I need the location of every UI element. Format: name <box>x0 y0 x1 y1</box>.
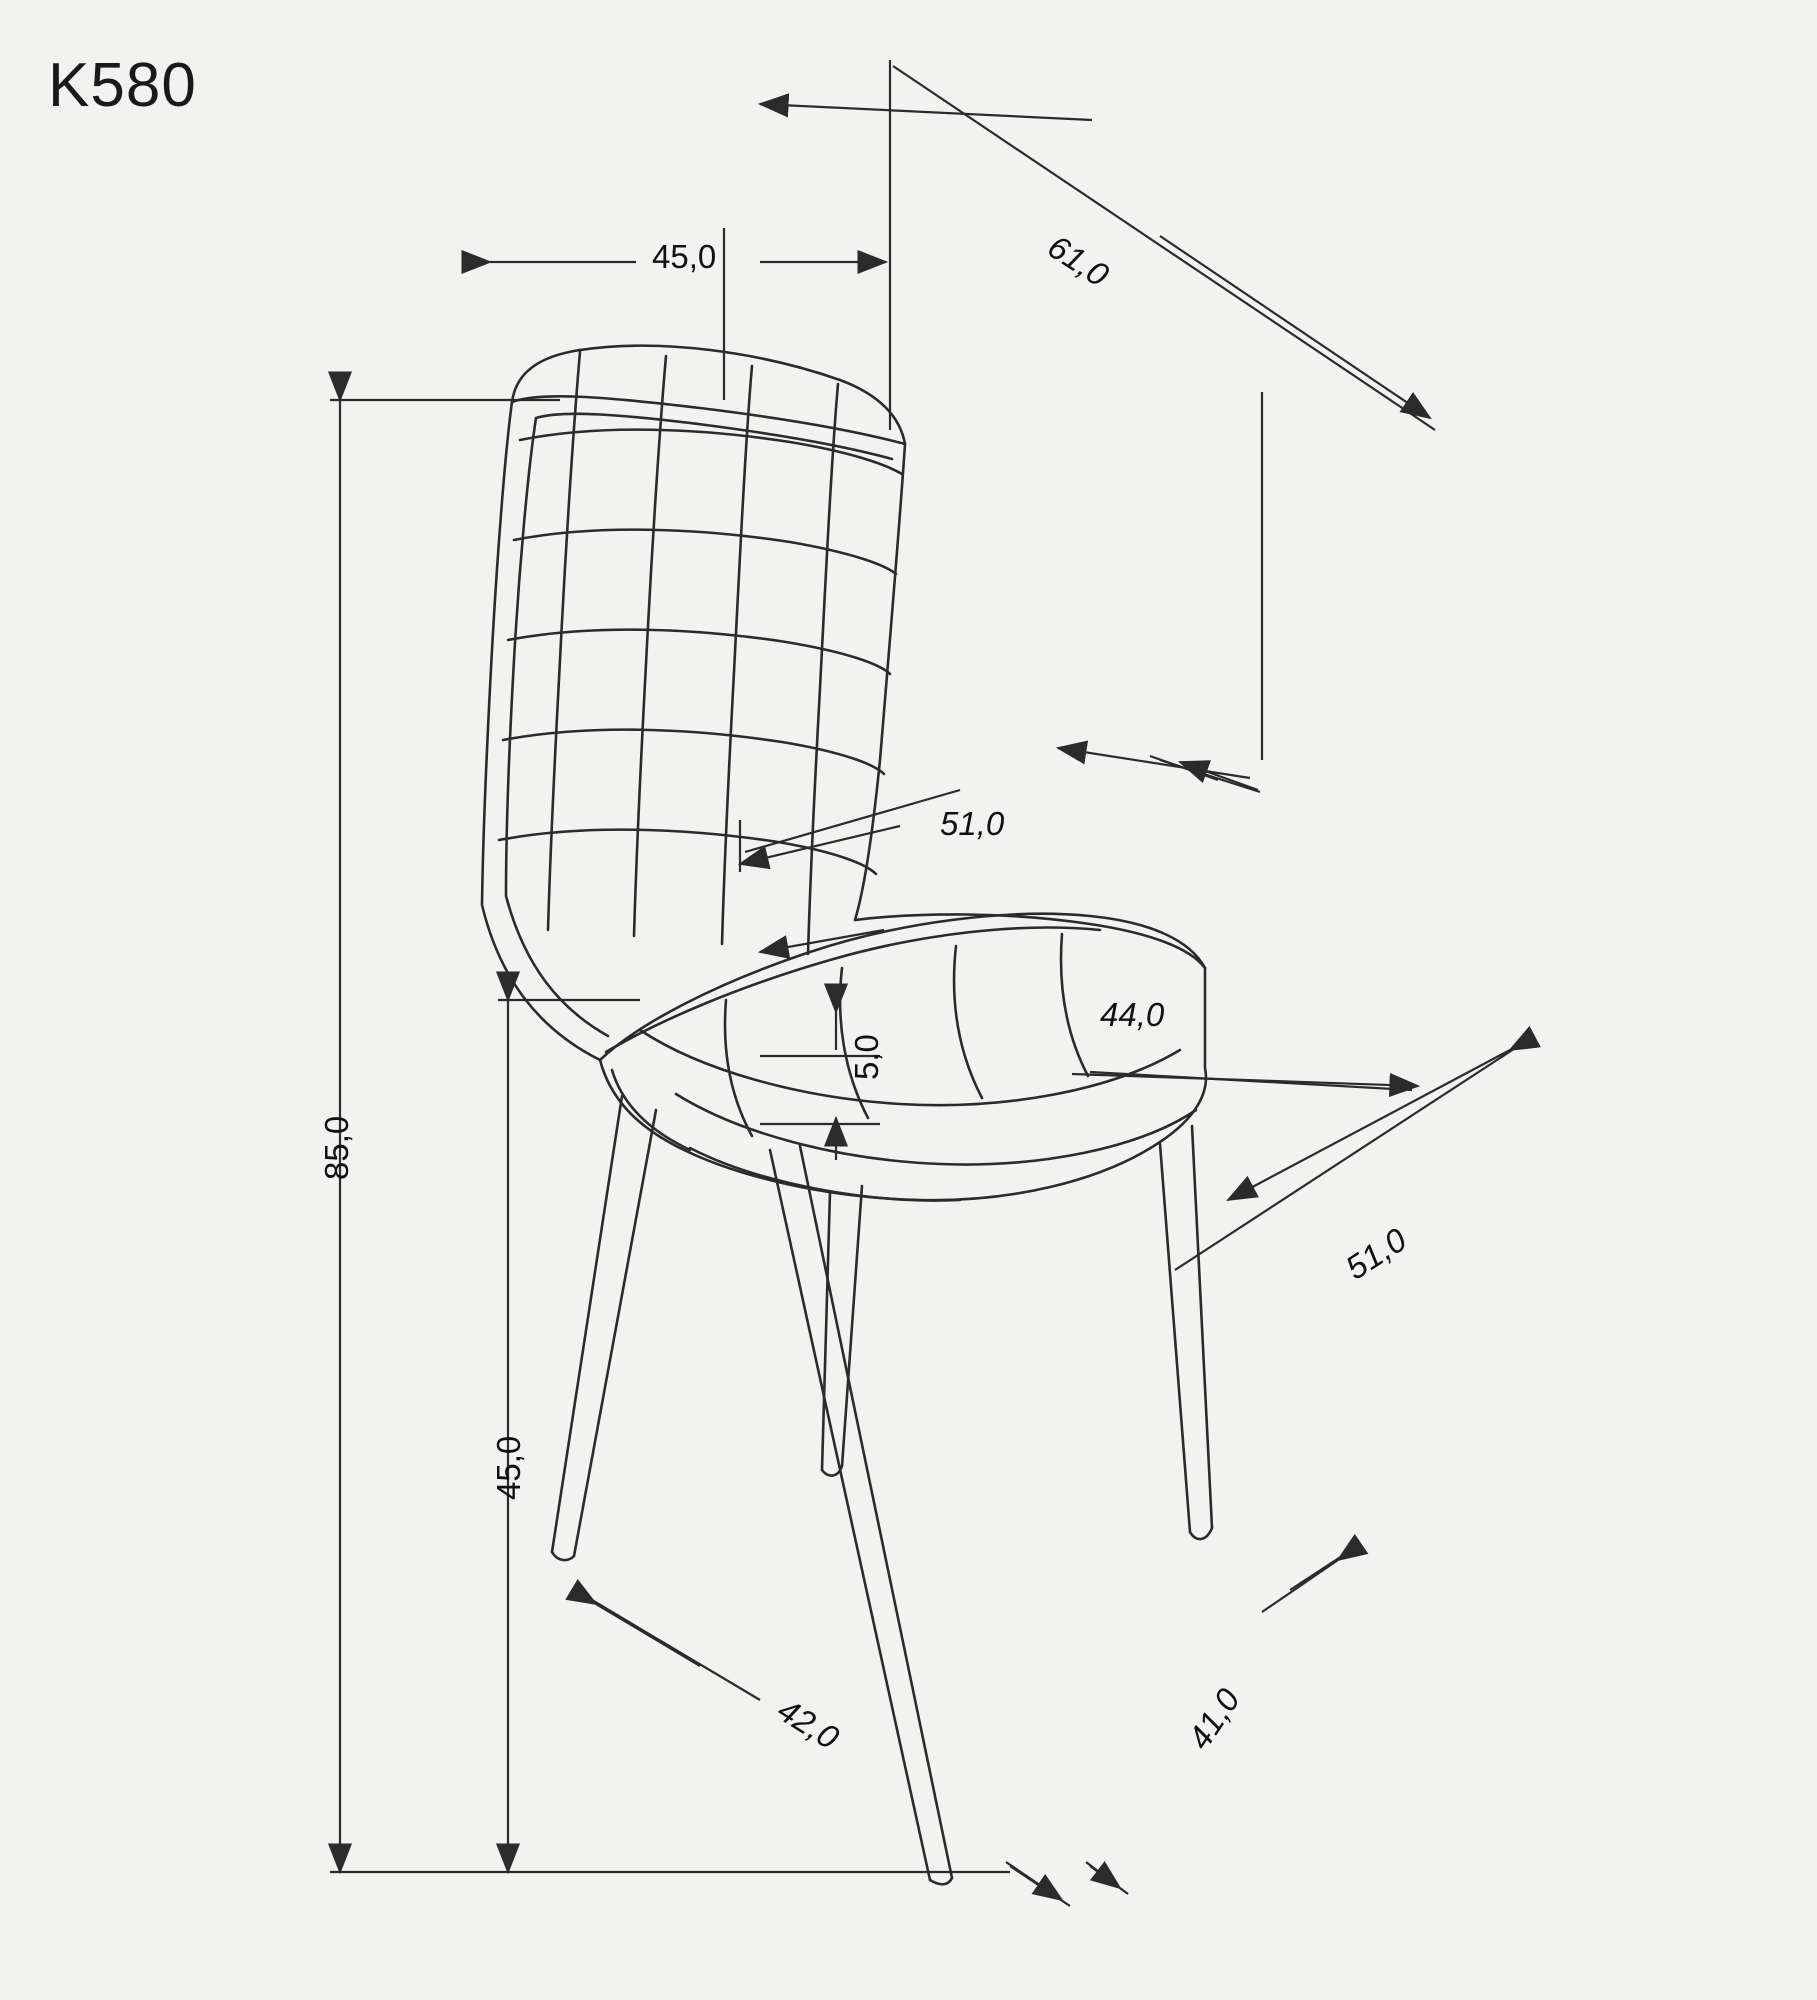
page-title: K580 <box>48 51 197 120</box>
dimension-label-seat-thickness: 5,0 <box>848 1034 885 1080</box>
dimension-label-backrest-width: 51,0 <box>940 805 1005 842</box>
dimension-lines <box>330 60 1520 1906</box>
dimension-label-seat-width-top: 45,0 <box>652 238 717 275</box>
dimension-label-seat-height: 45,0 <box>490 1435 527 1500</box>
dimension-label-seat-width-right: 51,0 <box>1338 1220 1413 1287</box>
dimension-label-leg-spread-front: 42,0 <box>771 1690 846 1757</box>
dimension-label-leg-spread-side: 41,0 <box>1180 1681 1247 1756</box>
chair-outline <box>482 346 1212 1885</box>
dimension-label-overall-depth: 61,0 <box>1041 227 1116 294</box>
dimension-label-seat-depth: 44,0 <box>1100 996 1165 1033</box>
dimension-label-total-height: 85,0 <box>318 1115 355 1180</box>
